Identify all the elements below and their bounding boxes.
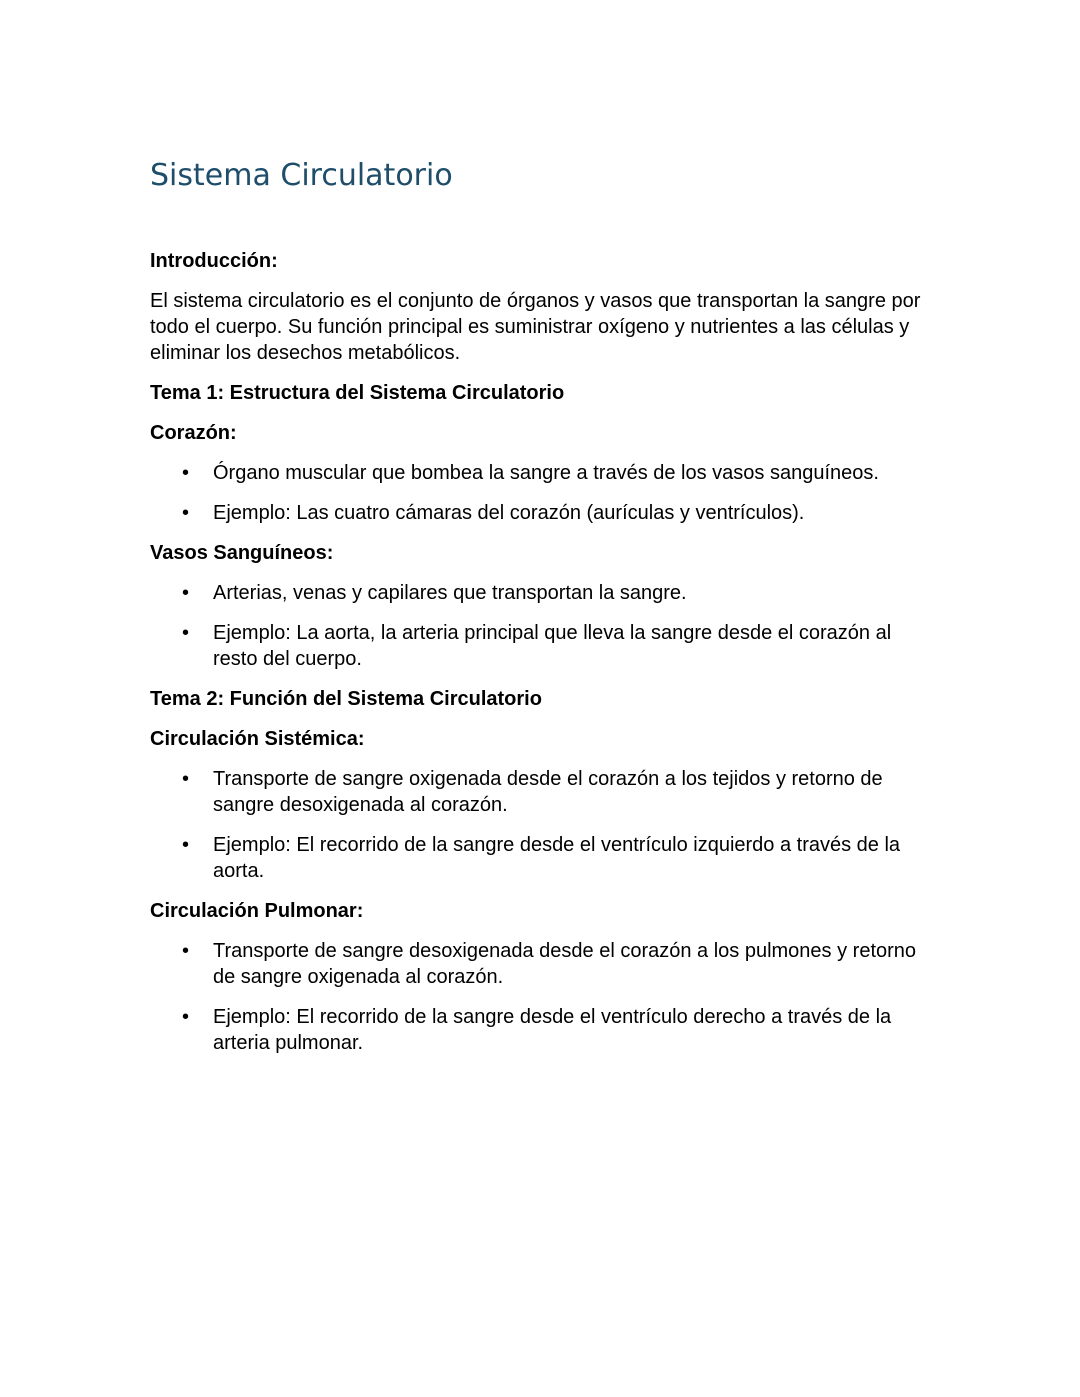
list-item-text: Ejemplo: La aorta, la arteria principal que lleva la sangre desde el corazón al resto del cuerpo. — [213, 622, 892, 670]
bullet-icon: • — [182, 940, 190, 962]
bullet-icon: • — [182, 834, 190, 856]
section-heading-corazon: Corazón: — [150, 422, 237, 444]
list-item — [150, 500, 940, 526]
list-item-text: Ejemplo: El recorrido de la sangre desde el ventrículo derecho a través de la arteria pulmonar. — [213, 1006, 892, 1054]
section-heading-pulmonar: Circulación Pulmonar: — [150, 900, 364, 922]
bullet-list-sistemica — [150, 766, 940, 884]
intro-paragraph: El sistema circulatorio es el conjunto de órganos y vasos que transportan la sangre por todo el cuerpo. Su función principal es suministrar oxígeno y nutrientes a las células y eliminar los desechos metabólicos. — [150, 290, 921, 364]
bullet-list-corazon — [150, 460, 940, 526]
document-body — [150, 248, 940, 1070]
list-item — [150, 620, 940, 672]
bullet-icon: • — [182, 768, 190, 790]
intro-heading: Introducción: — [150, 250, 278, 272]
bullet-icon: • — [182, 462, 190, 484]
bullet-icon: • — [182, 502, 190, 524]
list-item-text: Arterias, venas y capilares que transportan la sangre. — [213, 582, 687, 604]
bullet-icon: • — [182, 1006, 190, 1028]
list-item — [150, 832, 940, 884]
list-item-text: Ejemplo: El recorrido de la sangre desde el ventrículo izquierdo a través de la aorta. — [213, 834, 901, 882]
bullet-icon: • — [182, 622, 190, 644]
bullet-icon: • — [182, 582, 190, 604]
section-heading-sistemica: Circulación Sistémica: — [150, 728, 365, 750]
topic-1-heading: Tema 1: Estructura del Sistema Circulatorio — [150, 382, 565, 404]
bullet-list-pulmonar — [150, 938, 940, 1056]
list-item-text: Transporte de sangre desoxigenada desde el corazón a los pulmones y retorno de sangre oxigenada al corazón. — [213, 940, 917, 988]
list-item — [150, 460, 940, 486]
list-item — [150, 1004, 940, 1056]
list-item — [150, 938, 940, 990]
bullet-list-vasos — [150, 580, 940, 672]
section-heading-vasos: Vasos Sanguíneos: — [150, 542, 334, 564]
topic-2-heading: Tema 2: Función del Sistema Circulatorio — [150, 688, 542, 710]
list-item-text: Órgano muscular que bombea la sangre a través de los vasos sanguíneos. — [213, 462, 879, 484]
list-item-text: Transporte de sangre oxigenada desde el corazón a los tejidos y retorno de sangre desoxigenada al corazón. — [213, 768, 883, 816]
list-item — [150, 766, 940, 818]
list-item — [150, 580, 940, 606]
document-title: Sistema Circulatorio — [150, 158, 453, 193]
list-item-text: Ejemplo: Las cuatro cámaras del corazón (aurículas y ventrículos). — [213, 502, 805, 524]
